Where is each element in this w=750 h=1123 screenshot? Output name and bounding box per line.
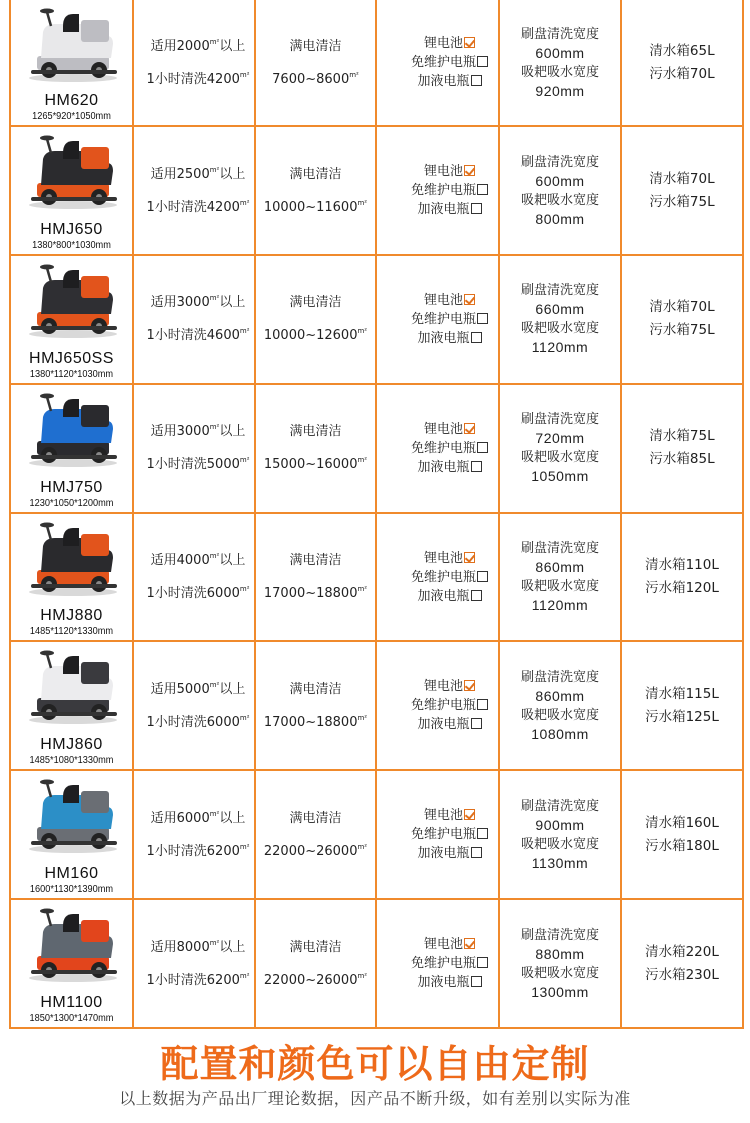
squeegee-width-value: 800mm xyxy=(535,210,585,227)
full-charge-range: $10000\sim 11600^{m^2}$ xyxy=(263,198,368,215)
table-row xyxy=(10,641,743,770)
checked-box-icon xyxy=(464,294,475,305)
squeegee-width-label: 吸耙吸水宽度 xyxy=(520,707,599,723)
squeegee-width-value: 1300mm xyxy=(531,983,589,1000)
battery-option-label: 免维护电瓶 xyxy=(410,183,476,199)
dirty-water-tank: 污水箱125L xyxy=(645,708,719,725)
table-row xyxy=(10,384,743,513)
scrubber-machine-icon xyxy=(23,133,123,211)
battery-option xyxy=(401,935,498,954)
dirty-water-tank: 污水箱70L xyxy=(649,65,715,82)
width-cell xyxy=(499,770,621,899)
brush-width-label: 刷盘清洗宽度 xyxy=(520,669,599,685)
dirty-water-tank: 污水箱120L xyxy=(645,580,719,597)
brush-width-value: 600mm xyxy=(535,44,585,61)
unchecked-box-icon xyxy=(477,442,488,453)
squeegee-width-value: 1050mm xyxy=(531,468,589,485)
battery-option xyxy=(401,677,498,696)
brush-width-value: 660mm xyxy=(535,301,585,318)
battery-option xyxy=(401,587,498,606)
table-row xyxy=(10,770,743,899)
dirty-water-tank: 污水箱230L xyxy=(645,966,719,983)
full-charge-range: $22000\sim 26000^{m^2}$ xyxy=(263,971,368,988)
model-cell xyxy=(10,899,133,1028)
full-charge-cell xyxy=(255,513,376,642)
battery-option-label: 锂电池 xyxy=(423,937,463,953)
brush-width-value: 880mm xyxy=(535,945,585,962)
checked-box-icon xyxy=(464,552,475,563)
coverage-cell xyxy=(133,126,255,255)
hourly-cleaning: 1小时清洗$4600^{m^2}$ xyxy=(146,327,250,344)
unchecked-box-icon xyxy=(471,847,482,858)
full-charge-label: 满电清洁 xyxy=(289,681,342,697)
coverage-cell xyxy=(133,641,255,770)
battery-cell xyxy=(376,770,499,899)
coverage-cell xyxy=(133,0,255,126)
full-charge-cell xyxy=(255,255,376,384)
squeegee-width-label: 吸耙吸水宽度 xyxy=(520,450,599,466)
model-dimensions: 1380*1120*1030mm xyxy=(29,368,114,380)
model-cell xyxy=(10,255,133,384)
scrubber-machine-icon xyxy=(23,262,123,340)
battery-option xyxy=(401,715,498,734)
brush-width-value: 720mm xyxy=(535,430,585,447)
width-cell xyxy=(499,641,621,770)
model-name: HMJ880 xyxy=(40,607,103,625)
unchecked-box-icon xyxy=(477,313,488,324)
battery-option xyxy=(401,973,498,992)
model-cell xyxy=(10,126,133,255)
applicable-area: 适用$8000^{m^2}$以上 xyxy=(150,938,246,955)
applicable-area: 适用$3000^{m^2}$以上 xyxy=(150,423,246,440)
tank-cell xyxy=(621,770,743,899)
clean-water-tank: 清水箱70L xyxy=(649,170,715,187)
battery-option xyxy=(401,844,498,863)
unchecked-box-icon xyxy=(471,332,482,343)
battery-option xyxy=(401,329,498,348)
model-name: HM620 xyxy=(44,92,99,110)
battery-option-label: 免维护电瓶 xyxy=(410,956,476,972)
model-cell xyxy=(10,641,133,770)
battery-option xyxy=(401,53,498,72)
clean-water-tank: 清水箱160L xyxy=(645,814,719,831)
full-charge-cell xyxy=(255,899,376,1028)
battery-option-label: 加液电瓶 xyxy=(417,717,470,733)
clean-water-tank: 清水箱110L xyxy=(645,557,719,574)
brush-width-value: 860mm xyxy=(535,559,585,576)
model-name: HM1100 xyxy=(40,994,103,1011)
battery-option-label: 锂电池 xyxy=(423,679,463,695)
full-charge-label: 满电清洁 xyxy=(289,553,342,569)
battery-option xyxy=(401,162,498,181)
battery-option-label: 加液电瓶 xyxy=(417,330,470,346)
battery-cell xyxy=(376,513,499,642)
dirty-water-tank: 污水箱180L xyxy=(645,837,719,854)
coverage-cell xyxy=(133,899,255,1028)
tank-cell xyxy=(621,255,743,384)
squeegee-width-label: 吸耙吸水宽度 xyxy=(520,64,599,80)
brush-width-value: 600mm xyxy=(535,172,585,189)
tank-cell xyxy=(621,641,743,770)
battery-cell xyxy=(376,255,499,384)
battery-option xyxy=(401,310,498,329)
model-name: HMJ650 xyxy=(40,221,103,239)
unchecked-box-icon xyxy=(477,56,488,67)
model-cell xyxy=(10,384,133,513)
battery-option xyxy=(401,72,498,91)
checked-box-icon xyxy=(464,423,475,434)
battery-option-label: 加液电瓶 xyxy=(417,202,470,218)
battery-option xyxy=(401,200,498,219)
dirty-water-tank: 污水箱75L xyxy=(649,193,715,210)
battery-cell xyxy=(376,126,499,255)
battery-option-label: 锂电池 xyxy=(423,550,463,566)
battery-option xyxy=(401,806,498,825)
battery-option-label: 加液电瓶 xyxy=(417,975,470,991)
full-charge-range: $15000\sim 16000^{m^2}$ xyxy=(263,456,368,473)
brush-width-label: 刷盘清洗宽度 xyxy=(520,26,599,42)
battery-option xyxy=(401,954,498,973)
applicable-area: 适用$5000^{m^2}$以上 xyxy=(150,680,246,697)
coverage-cell xyxy=(133,513,255,642)
tank-cell xyxy=(621,513,743,642)
checked-box-icon xyxy=(464,680,475,691)
coverage-cell xyxy=(133,255,255,384)
squeegee-width-value: 920mm xyxy=(535,82,585,99)
checked-box-icon xyxy=(464,165,475,176)
battery-option-label: 锂电池 xyxy=(423,292,463,308)
hourly-cleaning: 1小时清洗$4200^{m^2}$ xyxy=(146,198,250,215)
battery-option xyxy=(401,549,498,568)
tank-cell xyxy=(621,0,743,126)
checked-box-icon xyxy=(464,809,475,820)
hourly-cleaning: 1小时清洗$4200^{m^2}$ xyxy=(146,70,250,87)
battery-option-label: 免维护电瓶 xyxy=(410,440,476,456)
scrubber-machine-icon xyxy=(23,777,123,855)
scrubber-machine-icon xyxy=(23,520,123,598)
battery-option-label: 免维护电瓶 xyxy=(410,827,476,843)
hourly-cleaning: 1小时清洗$6200^{m^2}$ xyxy=(146,842,250,859)
battery-option xyxy=(401,181,498,200)
battery-option-label: 加液电瓶 xyxy=(417,74,470,90)
table-row xyxy=(10,513,743,642)
customization-banner: 配置和颜色可以自由定制 xyxy=(160,1042,590,1086)
battery-cell xyxy=(376,641,499,770)
squeegee-width-label: 吸耙吸水宽度 xyxy=(520,579,599,595)
full-charge-label: 满电清洁 xyxy=(289,295,342,311)
table-row xyxy=(10,126,743,255)
clean-water-tank: 清水箱115L xyxy=(645,685,719,702)
brush-width-label: 刷盘清洗宽度 xyxy=(520,541,599,557)
width-cell xyxy=(499,384,621,513)
model-cell xyxy=(10,513,133,642)
model-dimensions: 1265*920*1050mm xyxy=(32,111,111,123)
tank-cell xyxy=(621,899,743,1028)
battery-option-label: 免维护电瓶 xyxy=(410,698,476,714)
model-dimensions: 1230*1050*1200mm xyxy=(29,497,114,509)
squeegee-width-value: 1130mm xyxy=(531,854,589,871)
battery-option xyxy=(401,291,498,310)
battery-option-label: 免维护电瓶 xyxy=(410,55,476,71)
tank-cell xyxy=(621,126,743,255)
width-cell xyxy=(499,0,621,126)
scrubber-machine-icon xyxy=(23,6,123,84)
battery-option-label: 锂电池 xyxy=(423,36,463,52)
model-name: HMJ860 xyxy=(40,736,103,754)
model-dimensions: 1485*1080*1330mm xyxy=(29,755,114,767)
spec-table xyxy=(9,0,744,1029)
model-name: HM160 xyxy=(44,865,99,883)
hourly-cleaning: 1小时清洗$6000^{m^2}$ xyxy=(146,585,250,602)
squeegee-width-label: 吸耙吸水宽度 xyxy=(520,321,599,337)
full-charge-range: $17000\sim 18800^{m^2}$ xyxy=(263,585,368,602)
full-charge-cell xyxy=(255,641,376,770)
hourly-cleaning: 1小时清洗$6200^{m^2}$ xyxy=(146,971,250,988)
squeegee-width-label: 吸耙吸水宽度 xyxy=(520,965,599,981)
hourly-cleaning: 1小时清洗$5000^{m^2}$ xyxy=(146,456,250,473)
full-charge-label: 满电清洁 xyxy=(289,166,342,182)
table-row xyxy=(10,255,743,384)
dirty-water-tank: 污水箱75L xyxy=(649,322,715,339)
battery-cell xyxy=(376,384,499,513)
model-cell xyxy=(10,770,133,899)
model-dimensions: 1600*1130*1390mm xyxy=(29,884,114,896)
battery-option xyxy=(401,696,498,715)
scrubber-machine-icon xyxy=(23,648,123,726)
model-dimensions: 1485*1120*1330mm xyxy=(29,626,114,638)
table-row xyxy=(10,899,743,1028)
width-cell xyxy=(499,255,621,384)
unchecked-box-icon xyxy=(477,571,488,582)
table-row xyxy=(10,0,743,126)
disclaimer-note: 以上数据为产品出厂理论数据，因产品不断升级，如有差别以实际为准 xyxy=(119,1089,631,1108)
unchecked-box-icon xyxy=(471,976,482,987)
model-dimensions: 1850*1300*1470mm xyxy=(29,1013,114,1024)
full-charge-range: $7600\sim 8600^{m^2}$ xyxy=(272,70,359,87)
full-charge-label: 满电清洁 xyxy=(289,810,342,826)
battery-option-label: 锂电池 xyxy=(423,164,463,180)
brush-width-label: 刷盘清洗宽度 xyxy=(520,283,599,299)
unchecked-box-icon xyxy=(477,184,488,195)
unchecked-box-icon xyxy=(471,718,482,729)
brush-width-value: 860mm xyxy=(535,687,585,704)
scrubber-machine-icon xyxy=(23,391,123,469)
model-name: HMJ650SS xyxy=(29,349,114,367)
width-cell xyxy=(499,899,621,1028)
applicable-area: 适用$2500^{m^2}$以上 xyxy=(150,165,246,182)
unchecked-box-icon xyxy=(471,203,482,214)
width-cell xyxy=(499,513,621,642)
coverage-cell xyxy=(133,770,255,899)
battery-option xyxy=(401,439,498,458)
squeegee-width-label: 吸耙吸水宽度 xyxy=(520,836,599,852)
applicable-area: 适用$4000^{m^2}$以上 xyxy=(150,552,246,569)
checked-box-icon xyxy=(464,938,475,949)
brush-width-label: 刷盘清洗宽度 xyxy=(520,154,599,170)
full-charge-cell xyxy=(255,0,376,126)
squeegee-width-value: 1120mm xyxy=(531,597,589,614)
brush-width-label: 刷盘清洗宽度 xyxy=(520,412,599,428)
model-cell xyxy=(10,0,133,126)
unchecked-box-icon xyxy=(471,75,482,86)
checked-box-icon xyxy=(464,37,475,48)
battery-option-label: 锂电池 xyxy=(423,421,463,437)
full-charge-label: 满电清洁 xyxy=(289,38,342,54)
unchecked-box-icon xyxy=(477,957,488,968)
battery-option xyxy=(401,568,498,587)
battery-option-label: 锂电池 xyxy=(423,808,463,824)
unchecked-box-icon xyxy=(471,590,482,601)
dirty-water-tank: 污水箱85L xyxy=(649,451,715,468)
brush-width-value: 900mm xyxy=(535,816,585,833)
full-charge-label: 满电清洁 xyxy=(289,424,342,440)
battery-option xyxy=(401,458,498,477)
unchecked-box-icon xyxy=(477,699,488,710)
model-name: HMJ750 xyxy=(40,478,103,496)
squeegee-width-value: 1080mm xyxy=(531,725,589,742)
model-dimensions: 1380*800*1030mm xyxy=(32,240,111,252)
battery-option xyxy=(401,420,498,439)
scrubber-machine-icon xyxy=(23,906,123,984)
battery-option xyxy=(401,825,498,844)
full-charge-cell xyxy=(255,126,376,255)
clean-water-tank: 清水箱70L xyxy=(649,299,715,316)
applicable-area: 适用$2000^{m^2}$以上 xyxy=(150,37,246,54)
tank-cell xyxy=(621,384,743,513)
full-charge-cell xyxy=(255,384,376,513)
brush-width-label: 刷盘清洗宽度 xyxy=(520,798,599,814)
unchecked-box-icon xyxy=(471,461,482,472)
squeegee-width-label: 吸耙吸水宽度 xyxy=(520,192,599,208)
clean-water-tank: 清水箱65L xyxy=(649,42,715,59)
full-charge-range: $10000\sim 12600^{m^2}$ xyxy=(263,327,368,344)
hourly-cleaning: 1小时清洗$6000^{m^2}$ xyxy=(146,713,250,730)
full-charge-range: $22000\sim 26000^{m^2}$ xyxy=(263,842,368,859)
full-charge-range: $17000\sim 18800^{m^2}$ xyxy=(263,713,368,730)
clean-water-tank: 清水箱220L xyxy=(645,943,719,960)
battery-option xyxy=(401,34,498,53)
width-cell xyxy=(499,126,621,255)
clean-water-tank: 清水箱75L xyxy=(649,428,715,445)
applicable-area: 适用$6000^{m^2}$以上 xyxy=(150,809,246,826)
battery-option-label: 加液电瓶 xyxy=(417,459,470,475)
full-charge-cell xyxy=(255,770,376,899)
battery-option-label: 免维护电瓶 xyxy=(410,311,476,327)
squeegee-width-value: 1120mm xyxy=(531,339,589,356)
coverage-cell xyxy=(133,384,255,513)
battery-option-label: 加液电瓶 xyxy=(417,846,470,862)
battery-option-label: 加液电瓶 xyxy=(417,588,470,604)
unchecked-box-icon xyxy=(477,828,488,839)
battery-option-label: 免维护电瓶 xyxy=(410,569,476,585)
battery-cell xyxy=(376,0,499,126)
applicable-area: 适用$3000^{m^2}$以上 xyxy=(150,294,246,311)
brush-width-label: 刷盘清洗宽度 xyxy=(520,927,599,943)
battery-cell xyxy=(376,899,499,1028)
full-charge-label: 满电清洁 xyxy=(289,939,342,955)
